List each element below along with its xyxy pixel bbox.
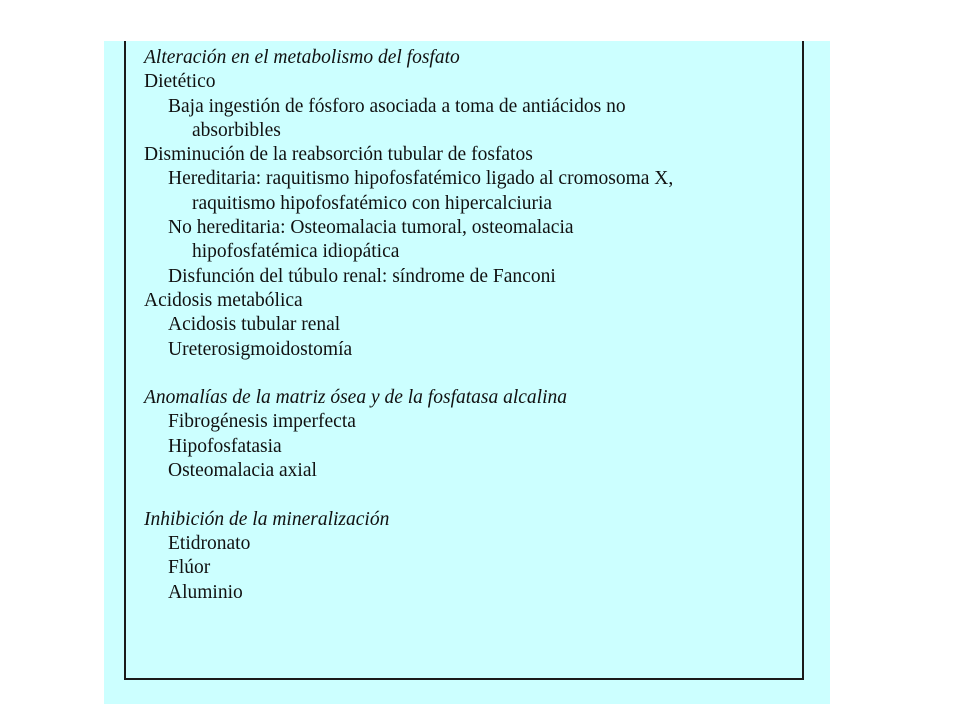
list-item: Ureterosigmoidostomía <box>168 338 353 360</box>
list-item: No hereditaria: Osteomalacia tumoral, osteomalacia <box>168 217 574 239</box>
list-item: Disminución de la reabsorción tubular de fosfatos <box>144 144 533 166</box>
section-heading: Inhibición de la mineralización <box>144 508 390 530</box>
list-item: Disfunción del túbulo renal: síndrome de Fanconi <box>168 265 556 287</box>
section-heading: Anomalías de la matriz ósea y de la fosfatasa alcalina <box>144 387 568 409</box>
list-item: raquitismo hipofosfatémico con hipercalciuria <box>192 192 553 214</box>
section-spacer <box>144 483 794 507</box>
table-panel <box>104 41 830 704</box>
list-item: Aluminio <box>168 581 243 603</box>
list-item: Etidronato <box>168 532 251 554</box>
cause-list <box>144 46 794 605</box>
section-spacer <box>144 362 794 386</box>
list-item: hipofosfatémica idiopática <box>192 241 400 263</box>
list-item: Dietético <box>144 71 216 93</box>
list-item: Baja ingestión de fósforo asociada a toma de antiácidos no <box>168 95 626 117</box>
list-item: Hipofosfatasia <box>168 435 282 457</box>
list-item: Hereditaria: raquitismo hipofosfatémico ligado al cromosoma X, <box>168 168 674 190</box>
list-item: Fibrogénesis imperfecta <box>168 411 356 433</box>
table-frame <box>124 41 804 680</box>
list-item: Flúor <box>168 557 211 579</box>
list-item: Acidosis tubular renal <box>168 314 341 336</box>
list-item: absorbibles <box>192 119 281 141</box>
section-heading: Alteración en el metabolismo del fosfato <box>144 47 460 68</box>
list-item: Osteomalacia axial <box>168 460 317 482</box>
list-item: Acidosis metabólica <box>144 289 303 311</box>
